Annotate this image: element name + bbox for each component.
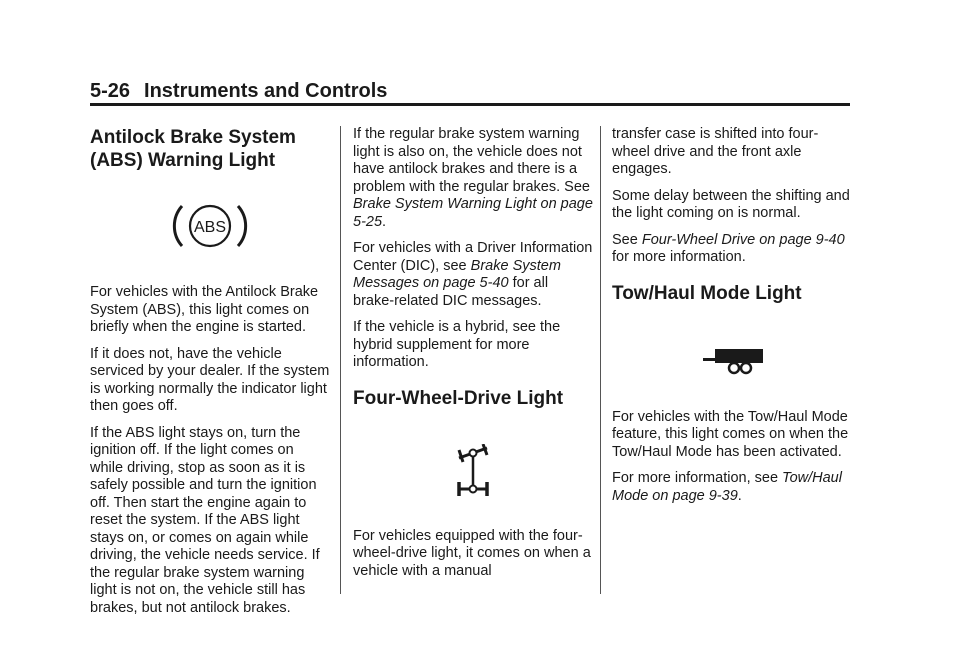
column-1	[90, 126, 330, 626]
dic-para	[353, 240, 593, 310]
tow-haul-heading: Tow/Haul Mode Light	[612, 282, 802, 304]
transfer-para: transfer case is shifted into four-wheel drive and the front axle engages.	[612, 126, 819, 177]
abs-icon-wrap	[90, 198, 330, 254]
tow-haul-see-end: .	[737, 487, 742, 504]
brake-warning-ref[interactable]: Brake System Warning Light on page 5-25	[353, 196, 593, 230]
dic-para-text: For vehicles with a Driver Information Center (DIC), see	[353, 240, 593, 274]
4wd-see-end: for more information.	[612, 249, 746, 265]
trailer-icon	[699, 347, 765, 377]
four-wheel-drive-icon	[453, 444, 493, 500]
section-title: Instruments and Controls	[144, 80, 388, 102]
column-2	[353, 126, 593, 589]
column-3	[612, 126, 852, 514]
brake-para-end: .	[382, 213, 387, 230]
dic-para-end: for all brake-related DIC messages.	[353, 275, 549, 309]
abs-para-3: If the ABS light stays on, turn the ignition off. If the light comes on while driving, stop as soon as it is safely possible and turn the ignition off. Then start the engine again to reset the system. If the ABS light stays on, or comes on again while driving, the vehicle needs service. If the regular brake system warning light is not on, the vehicle still has brakes, but not antilock brakes.	[90, 424, 320, 616]
abs-heading: Antilock Brake System (ABS) Warning Light	[90, 127, 296, 171]
column-divider-1	[340, 126, 341, 594]
header-line	[90, 80, 387, 103]
four-wheel-drive-heading: Four-Wheel-Drive Light	[353, 387, 564, 409]
4wd-see-text: See	[612, 231, 642, 248]
abs-icon-text: ABS	[193, 219, 227, 236]
header-rule	[90, 103, 850, 106]
page-number: 5-26	[90, 80, 131, 102]
abs-para-2: If it does not, have the vehicle serviced by your dealer. If the system is working normally the indicator light then goes off.	[90, 345, 330, 414]
hybrid-para: If the vehicle is a hybrid, see the hybrid supplement for more information.	[353, 319, 561, 370]
brake-para	[353, 126, 593, 231]
brake-messages-ref[interactable]: Brake System Messages on page 5-40	[353, 257, 561, 291]
brake-para-text: If the regular brake system warning light is also on, the vehicle does not have antilock brakes and there is a problem with the regular brakes. See	[353, 126, 590, 195]
4wd-icon-wrap	[353, 444, 593, 500]
column-divider-2	[600, 126, 601, 594]
tow-haul-icon-wrap	[612, 347, 852, 377]
4wd-para: For vehicles equipped with the four-wheel-drive light, it comes on when a vehicle with a manual	[353, 527, 591, 579]
4wd-ref[interactable]: Four-Wheel Drive on page 9-40	[641, 231, 845, 248]
4wd-see-para	[612, 232, 852, 267]
tow-haul-ref[interactable]: Tow/Haul Mode on page 9-39	[612, 470, 842, 504]
tow-haul-see-text: For more information, see	[612, 470, 783, 486]
delay-para: Some delay between the shifting and the light coming on is normal.	[612, 187, 850, 221]
abs-para-1: For vehicles with the Antilock Brake System (ABS), this light comes on briefly when the engine is started.	[90, 284, 319, 335]
tow-haul-see-para	[612, 470, 852, 505]
tow-haul-para: For vehicles with the Tow/Haul Mode feature, this light comes on when the Tow/Haul Mode has been activated.	[612, 408, 849, 460]
abs-warning-icon	[170, 198, 250, 254]
